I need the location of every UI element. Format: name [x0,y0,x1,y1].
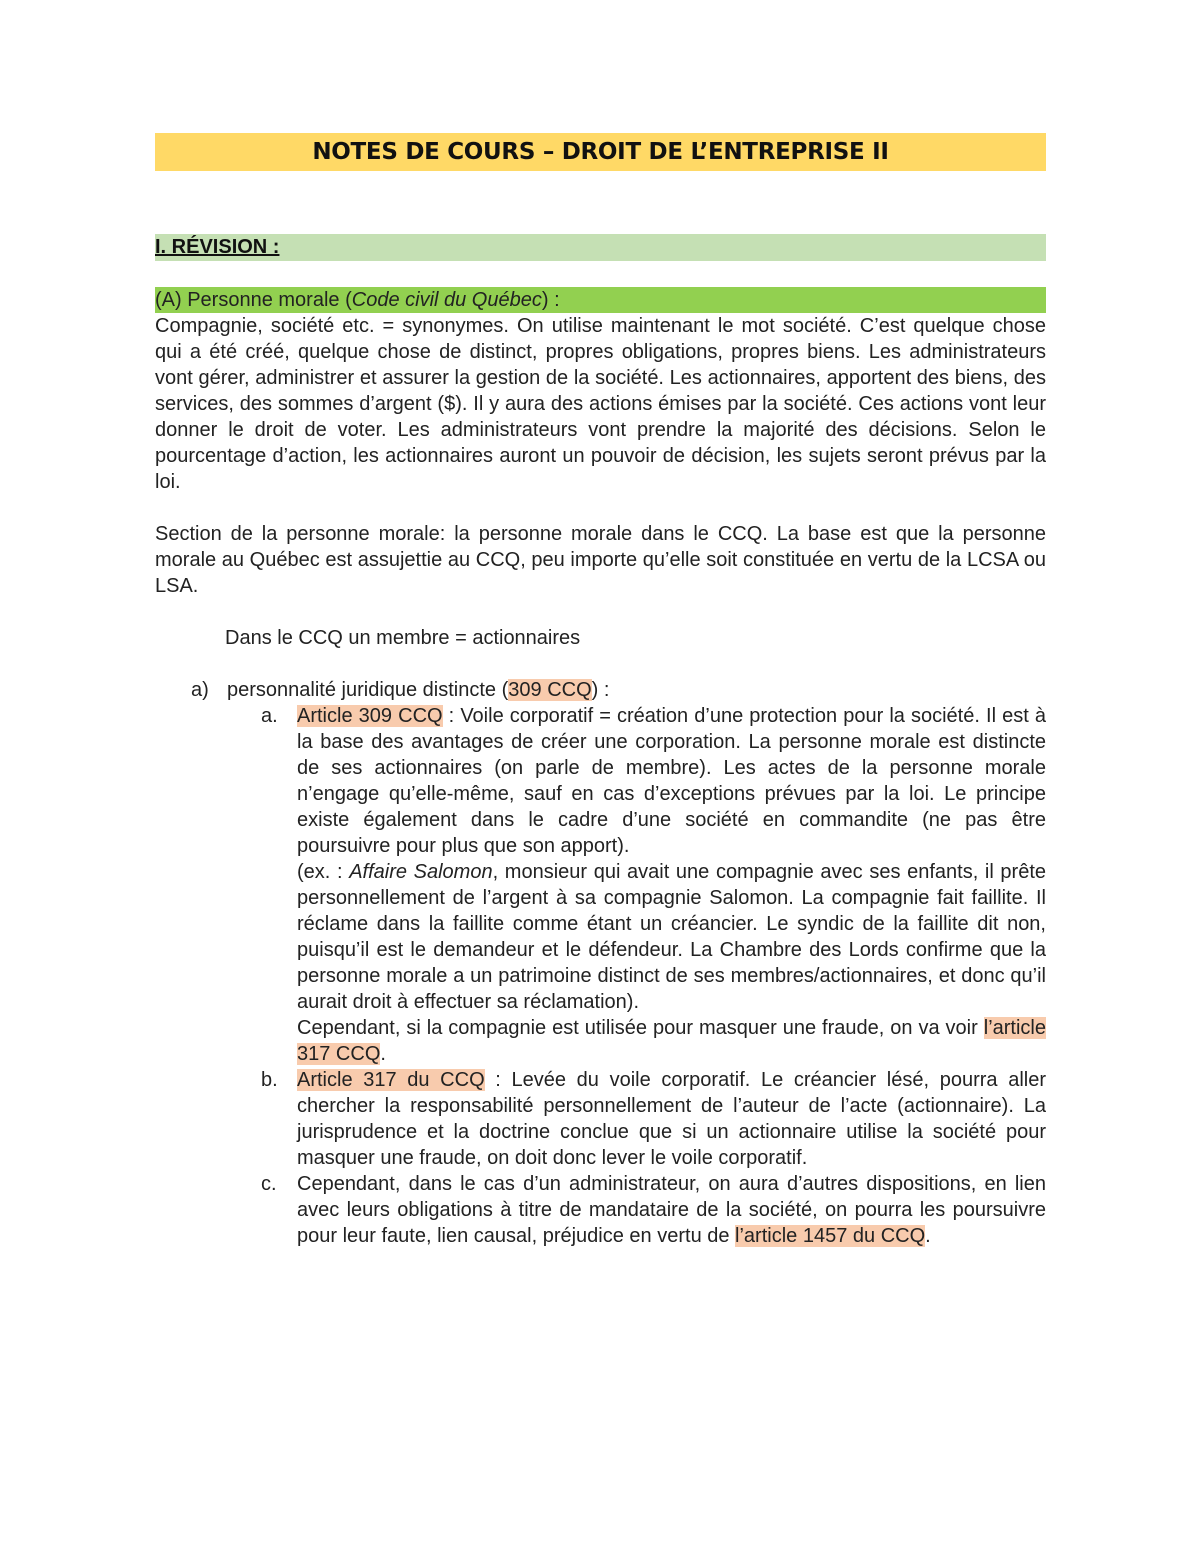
list-marker: a) [191,679,209,701]
highlight-article-309: Article 309 CCQ [297,705,443,727]
highlight-309: 309 CCQ [508,679,592,701]
subsection-heading [155,287,1046,313]
document-page [155,133,1046,1249]
list-item-text: personnalité juridique distincte ( [227,679,509,701]
subsection-prefix: (A) Personne morale ( [155,289,352,311]
example-prefix: (ex. : [297,861,350,883]
closing-end: . [380,1043,386,1065]
sub-marker-a: a. [261,705,278,727]
sub-marker-c: c. [261,1173,277,1195]
subsection-suffix: ) : [541,289,560,311]
document-title: NOTES DE COURS – DROIT DE L’ENTREPRISE II [155,133,1046,171]
sub-item-c [261,1171,1046,1249]
highlight-article-317: Article 317 du CCQ [297,1069,485,1091]
sub-c-text: Cependant, dans le cas d’un administrateur, on aura d’autres dispositions, en lien avec leurs obligations à titre de mandataire de la société, on pourra les poursuivre pour leur faute, lien causal, préjudice en vertu de [297,1173,1046,1247]
subsection-italic: Code civil du Québec [351,289,542,311]
sub-a-text: : Voile corporatif = création d’une protection pour la société. Il est à la base des avantages de créer une corporation. La personne morale est distincte de ses actionnaires (on parle de membre). Les actes de la personne morale n’engage qu’elle-même, sauf en cas d’exceptions prévues par la loi. Le principe existe également dans le cadre d’une société en commandite (ne pas être poursuivre pour plus que son apport). [297,705,1046,857]
example-italic: Affaire Salomon [349,861,493,883]
indented-line: Dans le CCQ un membre = actionnaires [225,627,581,649]
section-heading [155,234,1046,261]
section-heading-text: I. RÉVISION : [155,236,280,258]
highlight-article-317-ref: l’article 317 CCQ [297,1017,1046,1065]
highlight-article-1457: l’article 1457 du CCQ [735,1225,926,1247]
list-item-a [191,677,1046,703]
example-text: , monsieur qui avait une compagnie avec ses enfants, il prête personnellement de l’argent à sa compagnie Salomon. La compagnie fait faillite. Il réclame dans la faillite comme étant un créancier. Le syndic de la faillite dit non, puisqu’il est le demandeur et le défendeur. La Chambre des Lords confirme que la personne morale a un patrimoine distinct de ses membres/actionnaires, et donc qu’il aurait droit à effectuer sa réclamation). [297,861,1047,1013]
list-item-suffix: ) : [591,679,610,701]
paragraph-2: Section de la personne morale: la personne morale dans le CCQ. La base est que la personne morale au Québec est assujettie au CCQ, peu importe qu’elle soit constituée en vertu de la LCSA ou LSA. [155,523,1046,597]
sub-b-text: : Levée du voile corporatif. Le créancier lésé, pourra aller chercher la responsabilité personnellement de l’auteur de l’acte (actionnaire). La jurisprudence et la doctrine conclue que si un actionnaire utilise la société pour masquer une fraude, on doit donc lever le voile corporatif. [297,1069,1046,1169]
sub-item-b [261,1067,1046,1171]
sub-item-a [261,703,1047,1067]
paragraph-1: Compagnie, société etc. = synonymes. On utilise maintenant le mot société. C’est quelque chose qui a été créé, quelque chose de distinct, propres obligations, propres biens. Les administrateurs vont gérer, administrer et assurer la gestion de la société. Les actionnaires, apportent des biens, des services, des sommes d’argent ($). Il y aura des actions émises par la société. Ces actions vont leur donner le droit de voter. Les administrateurs vont prendre la majorité des décisions. Selon le pourcentage d’action, les actionnaires auront un pouvoir de décision, les sujets seront prévus par la loi. [155,315,1046,493]
closing-text: Cependant, si la compagnie est utilisée pour masquer une fraude, on va voir [297,1017,984,1039]
sub-marker-b: b. [261,1069,278,1091]
sub-c-end: . [925,1225,931,1247]
